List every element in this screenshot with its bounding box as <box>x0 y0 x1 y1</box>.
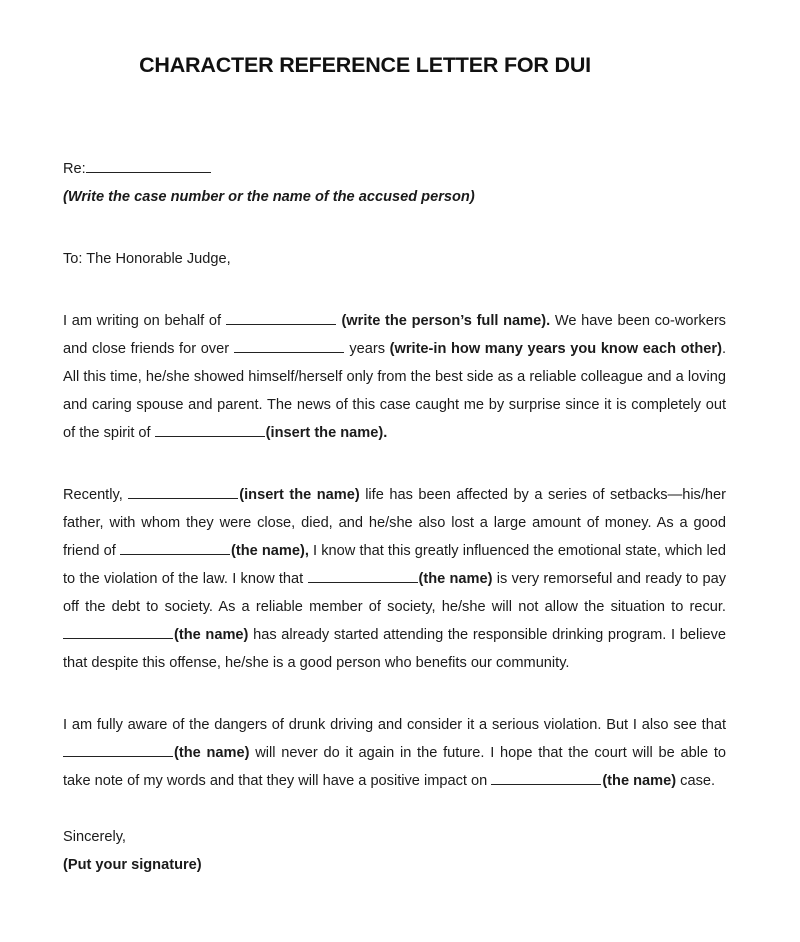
p2-text-2: life has been affected by a series of setbacks—his/her father, with whom they were close, died, and he/she also lost a large amount of money. As a good friend of <box>63 487 727 559</box>
re-hint: (Write the case number or the name of the accused person) <box>63 189 475 205</box>
re-blank-field[interactable] <box>86 158 211 173</box>
blank-full-name[interactable] <box>226 310 336 325</box>
p2-bold-2: (the name), <box>230 543 309 559</box>
p2-text-5: has already started attending the responsible drinking program. I believe that despite this offense, he/she is a good person who benefits our community. <box>63 627 726 671</box>
p2-text-1: Recently, <box>63 487 129 503</box>
paragraph-2 <box>63 481 726 677</box>
p3-text-1: I am fully aware of the dangers of drunk driving and consider it a serious violation. But I also see that <box>63 717 726 733</box>
p1-text-2: We have been co-workers and close friends for over <box>63 313 726 357</box>
paragraph-3 <box>63 711 726 795</box>
p2-text-3: I know that this greatly influenced the emotional state, which led to the violation of the law. I know that <box>63 543 726 587</box>
p3-bold-1: (the name) <box>174 745 250 761</box>
paragraph-1 <box>63 307 726 447</box>
p1-bold-2: (write-in how many years you know each other) <box>389 341 722 357</box>
p3-bold-2: (the name) <box>602 773 677 789</box>
signature-placeholder: (Put your signature) <box>63 857 202 873</box>
p3-text-2: will never do it again in the future. I hope that the court will be able to take note of my words and that they will have a positive impact on <box>63 745 726 789</box>
blank-name-2[interactable] <box>128 484 238 499</box>
p2-bold-1: (insert the name) <box>239 487 360 503</box>
blank-name-3[interactable] <box>120 540 230 555</box>
re-label: Re: <box>63 161 86 177</box>
p2-bold-4: (the name) <box>174 627 249 643</box>
document-title: CHARACTER REFERENCE LETTER FOR DUI <box>139 53 591 77</box>
p1-bold-1: (write the person’s full name). <box>341 313 551 329</box>
p1-text-1: I am writing on behalf of <box>63 313 226 329</box>
salutation: To: The Honorable Judge, <box>63 251 231 267</box>
blank-years[interactable] <box>234 338 344 353</box>
p1-bold-3: (insert the name). <box>265 425 388 441</box>
p3-text-3: case. <box>676 773 716 789</box>
p2-text-4: is very remorseful and ready to pay off the debt to society. As a reliable member of society, he/she will not allow the situation to recur. <box>63 571 726 615</box>
blank-name-4[interactable] <box>308 568 418 583</box>
re-line <box>63 155 726 183</box>
closing: Sincerely, <box>63 829 126 845</box>
p1-text-4: . All this time, he/she showed himself/herself only from the best side as a reliable colleague and a loving and caring spouse and parent. The news of this case caught me by surprise since it is completely out of the spirit of <box>63 341 727 441</box>
blank-name-6[interactable] <box>63 742 173 757</box>
blank-name-5[interactable] <box>63 624 173 639</box>
blank-name-7[interactable] <box>491 770 601 785</box>
p1-text-3: years <box>344 341 390 357</box>
blank-name-1[interactable] <box>155 422 265 437</box>
p2-bold-3: (the name) <box>418 571 493 587</box>
